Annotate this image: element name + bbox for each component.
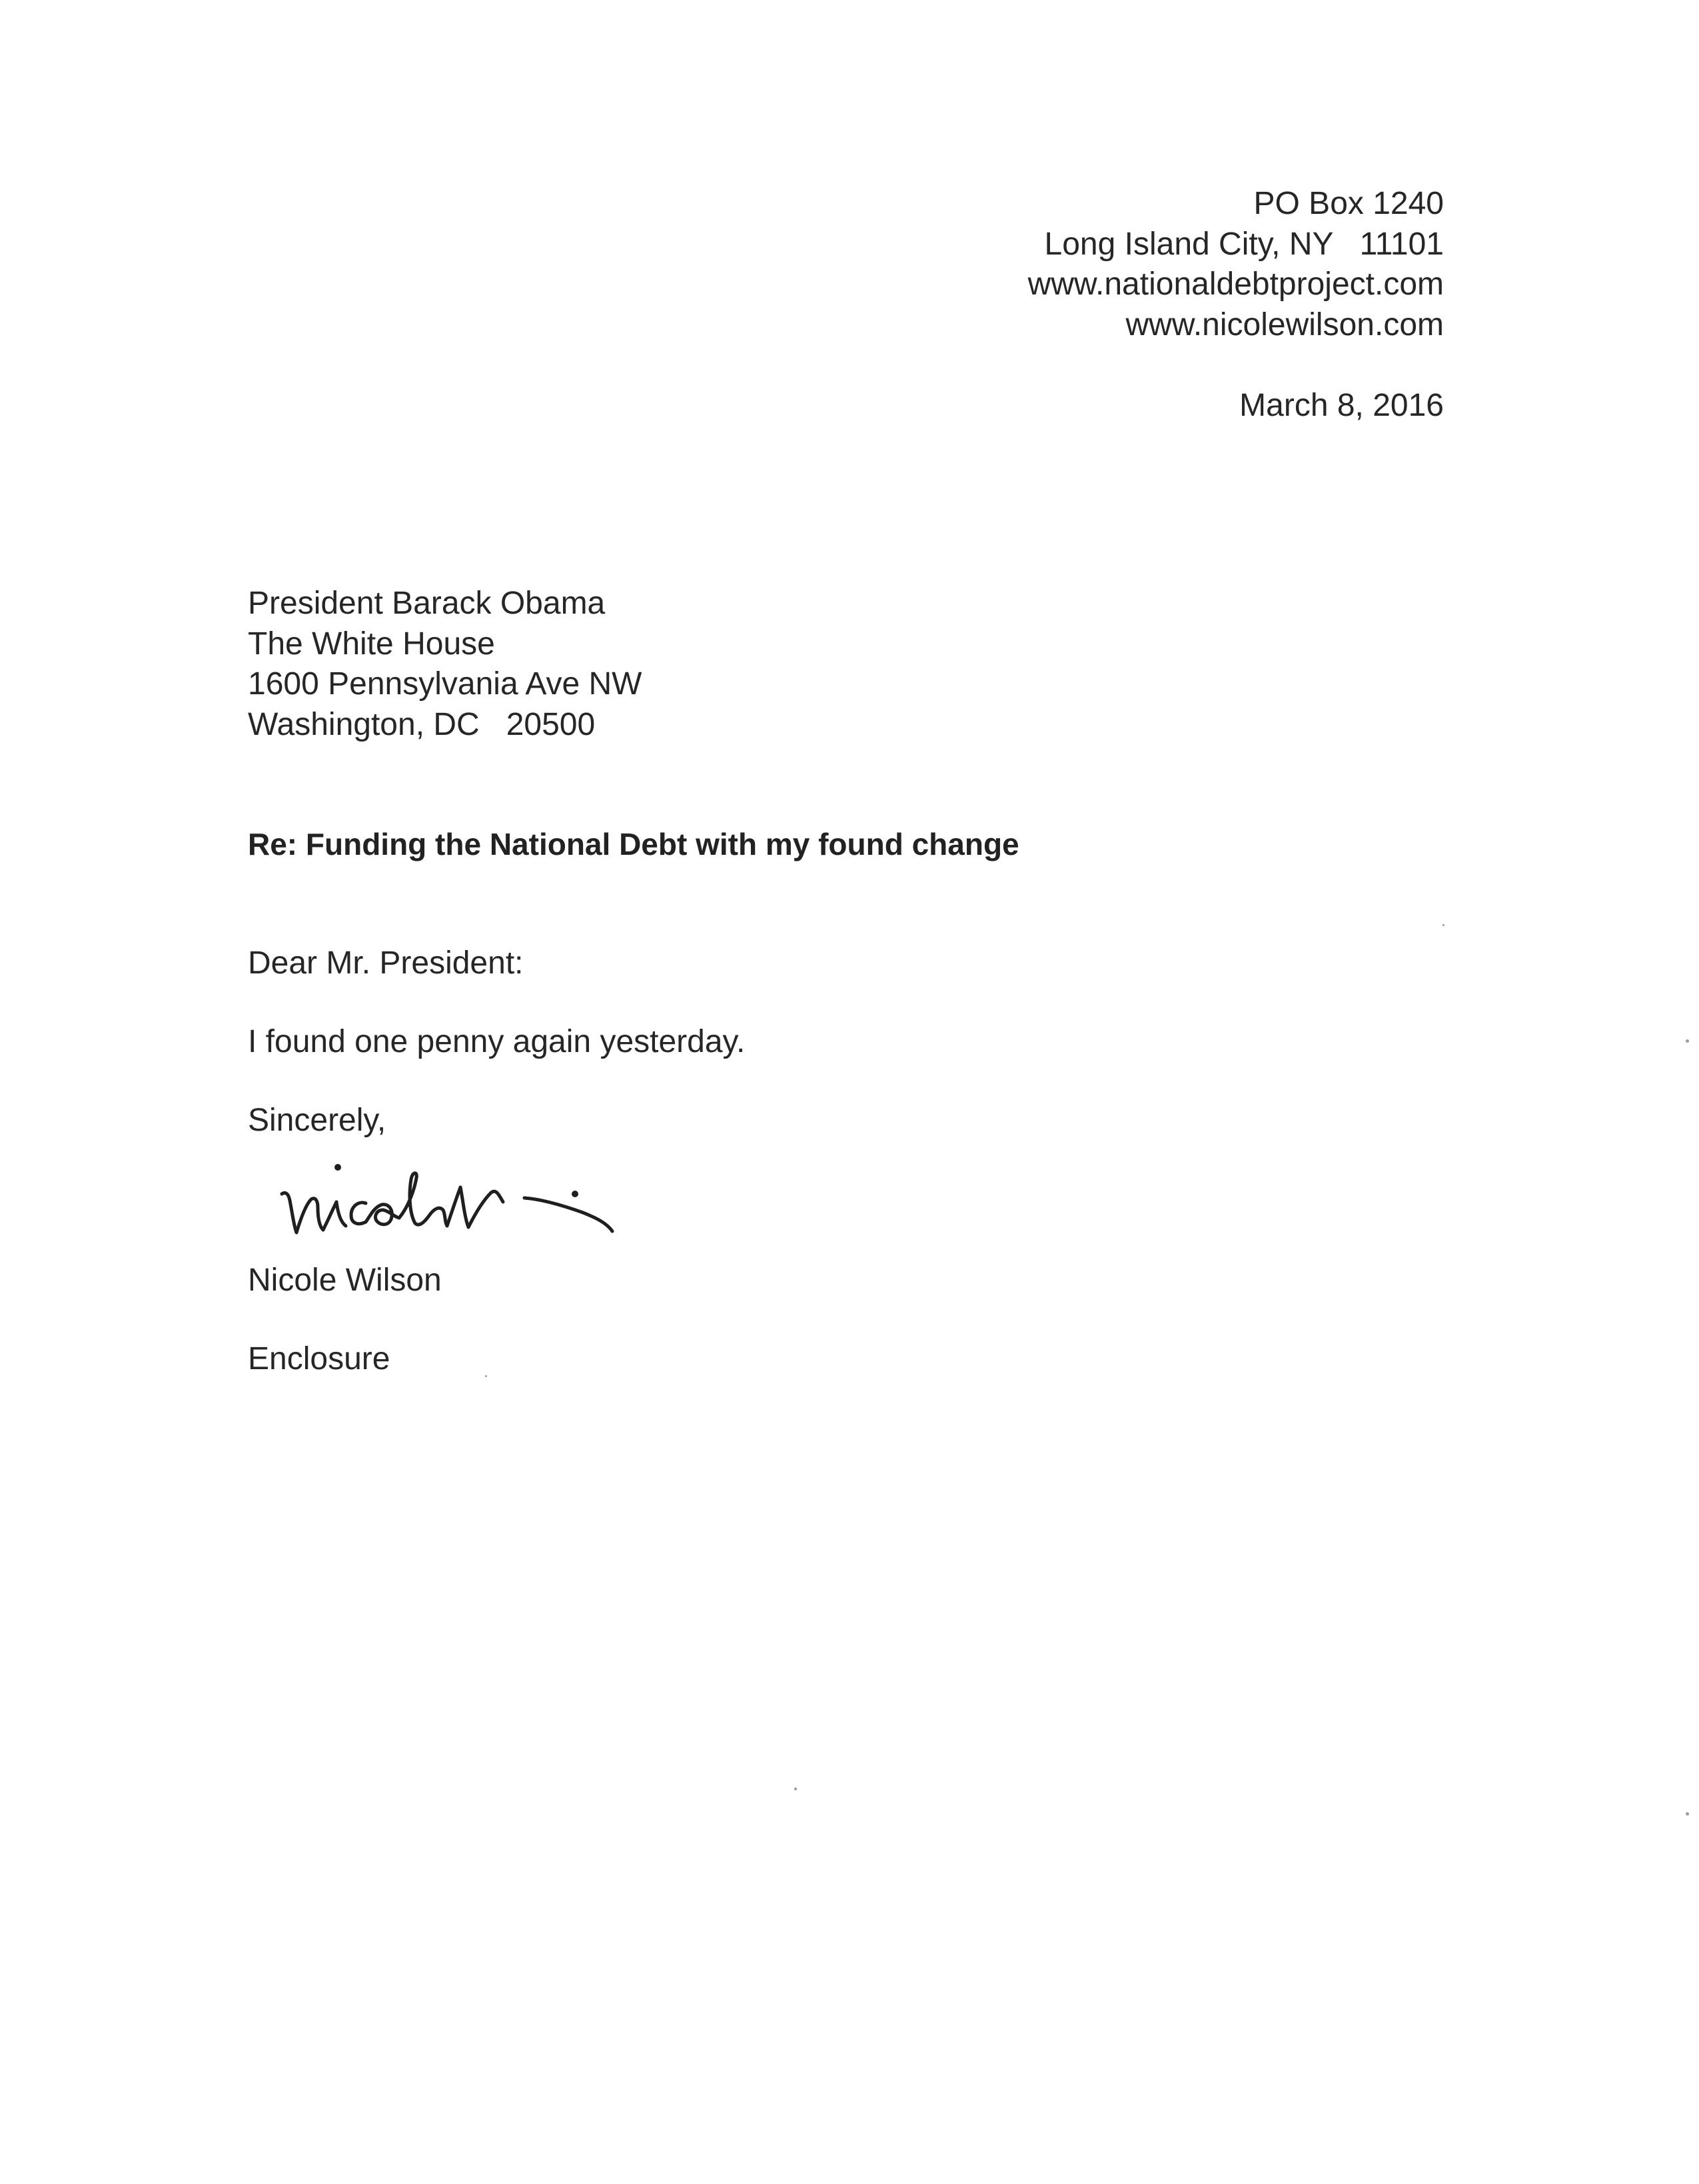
sender-address-line-1: PO Box 1240 (1253, 186, 1444, 221)
scan-speck (1442, 924, 1444, 926)
scan-speck (794, 1788, 797, 1790)
sender-address-block (1028, 184, 1444, 345)
salutation: Dear Mr. President: (248, 945, 524, 981)
recipient-address-line-3: Washington, DC 20500 (248, 706, 596, 742)
closing: Sincerely, (248, 1103, 386, 1138)
letter-body: I found one penny again yesterday. (248, 1024, 746, 1059)
recipient-address-line-1: The White House (248, 626, 495, 662)
sender-address-line-2: Long Island City, NY 11101 (1044, 226, 1444, 262)
recipient-address-block (248, 584, 642, 745)
handwritten-signature (277, 1153, 630, 1253)
subject-line: Re: Funding the National Debt with my found change (248, 827, 1019, 861)
scan-speck (1686, 1812, 1689, 1816)
enclosure-note: Enclosure (248, 1341, 390, 1376)
recipient-address-line-2: 1600 Pennsylvania Ave NW (248, 666, 642, 702)
signer-name: Nicole Wilson (248, 1263, 442, 1298)
scan-speck (1686, 1039, 1689, 1043)
scan-speck (485, 1375, 487, 1377)
sender-website-1: www.nationaldebtproject.com (1027, 267, 1444, 302)
sender-website-2: www.nicolewilson.com (1125, 306, 1444, 342)
letter-date: March 8, 2016 (1239, 388, 1444, 423)
recipient-name: President Barack Obama (248, 586, 606, 621)
